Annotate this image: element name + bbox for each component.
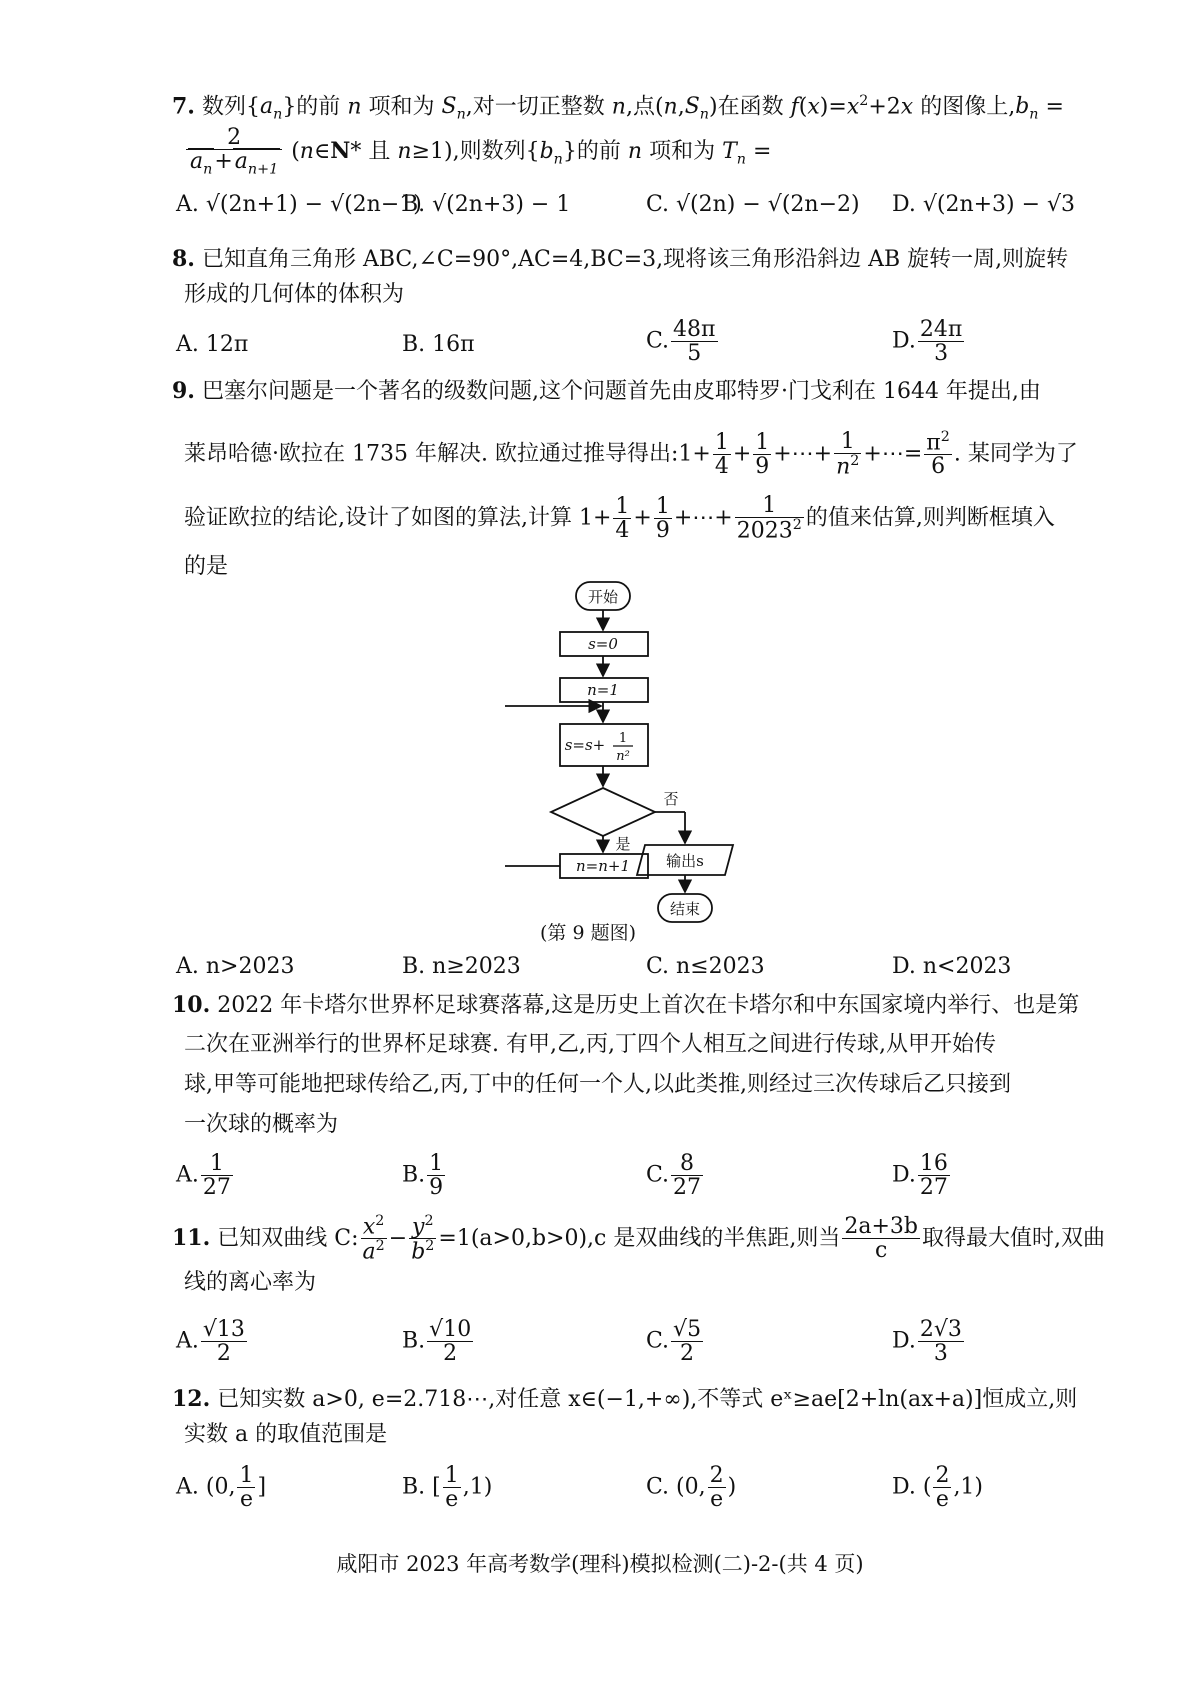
flow-update-num: 1 [618,731,628,746]
q10-line2: 二次在亚洲举行的世界杯足球赛. 有甲,乙,丙,丁四个人相互之间进行传球,从甲开始传 [184,1032,996,1057]
q8-line2: 形成的几何体的体积为 [184,282,405,307]
q10-option-d: D. $\frac{16}{27}$ [892,1151,948,1201]
q11-number: 11. [172,1224,211,1251]
q9-option-b: B. n≥2023 [402,954,521,979]
q7-text: 项和为 [368,94,435,120]
page-footer: 咸阳市 2023 年高考数学(理科)模拟检测(二)-2-(共 4 页) [336,1552,864,1576]
q10-line1 [172,990,1079,1021]
q9-text: 巴塞尔问题是一个著名的级数问题,这个问题首先由皮耶特罗·门戈利在 1644 年提出,由 [201,379,1041,404]
q7-option-d: D. √(2n+3) − √3 [892,192,1076,217]
flow-inc-label: n=n+1 [575,857,631,875]
q9-line2: 莱昂哈德·欧拉在 1735 年解决. 欧拉通过推导得出:1+ $\frac{1}{4}$ + $\frac{1}{9}$ +⋯+ $\frac{1}{n^2}$ +⋯= $\frac{\pi^2}{6}$ . 某同学为了 [184,429,1078,480]
q9-option-a: A. n>2023 [176,954,295,979]
q12-option-a: A. (0, $\frac{1}{e}$ ] [176,1463,267,1513]
q9-figure-caption: (第 9 题图) [540,922,636,944]
q7-text: ( [291,138,300,164]
q11-line2: 线的离心率为 [184,1270,317,1295]
q7-text: }的前 [282,94,341,120]
q7-bn-fraction: $\frac{2}{a_n+a_{n+1}}$ [186,126,282,177]
q9-option-c: C. n≤2023 [646,954,765,979]
q7-text: ),则数列{ [444,138,540,164]
q7-text: ,点( [625,94,664,120]
q9-line4: 的是 [184,554,229,579]
q9-line1 [172,376,1041,407]
flow-update-label: s=s+ [564,736,606,754]
q7-line2: $\frac{2}{a_n+a_{n+1}}$ (n∈N* 且 n≥1),则数列$\{b_n\}$的前 n 项和为 $T_n$ = [184,126,771,177]
q8-option-b: B. 16π [402,332,475,357]
q7-option-c: C. √(2n) − √(2n−2) [646,192,860,217]
q12-number: 12. [172,1386,211,1412]
q10-option-c: C. $\frac{8}{27}$ [646,1151,702,1201]
q12-text: 已知实数 a>0, e=2.718⋯,对任意 x∈(−1,+∞),不等式 eˣ≥ae[2+ln(ax+a)]恒成立,则 [217,1387,1078,1412]
q12-option-b: B. [ $\frac{1}{e}$ ,1) [402,1463,493,1513]
flow-end-label: 结束 [669,900,701,918]
q12-option-d: D. ( $\frac{2}{e}$ ,1) [892,1463,984,1513]
q8-text: 已知直角三角形 ABC,∠C=90°,AC=4,BC=3,现将该三角形沿斜边 AB 旋转一周,则旋转 [201,247,1069,272]
q11-option-c: C. $\frac{√5}{2}$ [646,1317,702,1367]
q7-text: 的图像上, [920,94,1016,120]
q9-flowchart [505,580,735,925]
q7-text: )在函数 [709,94,784,120]
q10-text: 2022 年卡塔尔世界杯足球赛落幕,这是历史上首次在卡塔尔和中东国家境内举行、也是第 [217,993,1080,1018]
q7-text: }的前 [562,138,621,164]
q9-option-d: D. n<2023 [892,954,1012,979]
q7-text: ,对一切正整数 [465,94,605,120]
q11-option-d: D. $\frac{2√3}{3}$ [892,1317,962,1367]
q8-number: 8. [172,246,195,272]
q8-option-c: C. $\frac{48\pi}{5}$ [646,317,716,367]
flow-no-label: 否 [663,790,679,808]
q12-line2: 实数 a 的取值范围是 [184,1422,388,1447]
q7-number: 7. [172,93,195,120]
flow-n1-label: n=1 [587,681,619,699]
q7-text: 且 [368,138,391,164]
q10-line3: 球,甲等可能地把球传给乙,丙,丁中的任何一个人,以此类推,则经过三次传球后乙只接到 [184,1072,1011,1097]
q10-line4: 一次球的概率为 [184,1112,339,1137]
q8-option-d: D. $\frac{24\pi}{3}$ [892,317,963,367]
q11-line1: 11. 已知双曲线 C: $\frac{x^2}{a^2}$ − $\frac{y^2}{b^2}$ =1(a>0,b>0),c 是双曲线的半焦距,则当 $\frac{2a+3b}{c}$ 取得最大值时,双曲 [172,1213,1105,1265]
q8-line1 [172,244,1068,275]
q7-text: 数列{ [201,94,260,120]
q10-number: 10. [172,992,211,1018]
flow-s0-label: s=0 [588,635,618,653]
q11-option-b: B. $\frac{√10}{2}$ [402,1317,472,1367]
flow-output-label: 输出s [666,852,704,870]
q7-option-a: A. √(2n+1) − √(2n−1) [176,192,422,217]
q11-option-a: A. $\frac{√13}{2}$ [176,1317,245,1367]
q10-option-b: B. $\frac{1}{9}$ [402,1151,444,1201]
q9-line3: 验证欧拉的结论,设计了如图的算法,计算 1+ $\frac{1}{4}$ + $\frac{1}{9}$ +⋯+ $\frac{1}{2023^2}$ 的值来估算,则判断框填入 [184,493,1055,544]
q9-number: 9. [172,378,195,404]
flow-update-den: n² [616,749,630,764]
q7-text: 项和为 [649,138,716,164]
q12-option-c: C. (0, $\frac{2}{e}$ ) [646,1463,737,1513]
q12-line1 [172,1384,1077,1415]
q7-line1: 7. 数列$\{a_n\}$的前 n 项和为 $S_n$,对一切正整数 n,点$(n,S_n)$在函数 $f(x)=x^2+2x$ 的图像上$,b_n$ = [172,93,1064,123]
q10-option-a: A. $\frac{1}{27}$ [176,1151,231,1201]
flow-decision-node [551,788,655,836]
q7-option-b: B. √(2n+3) − 1 [402,192,571,217]
flow-start-label: 开始 [587,588,619,606]
flow-yes-label: 是 [615,835,631,853]
q8-option-a: A. 12π [176,332,249,357]
